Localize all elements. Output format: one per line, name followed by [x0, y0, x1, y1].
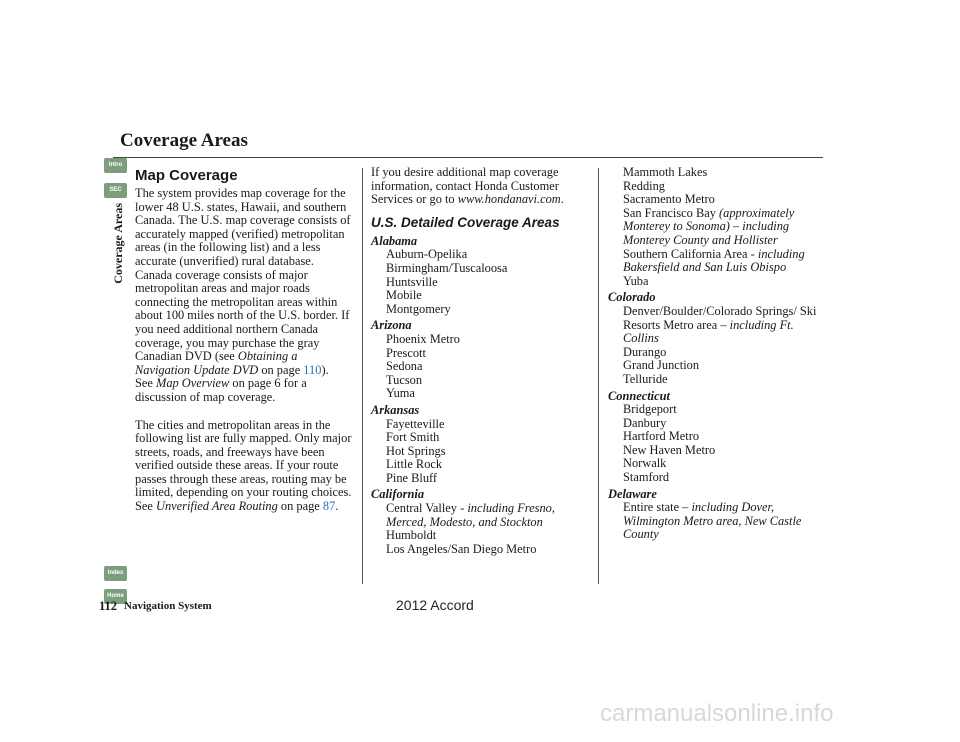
- model-watermark: 2012 Accord: [396, 597, 474, 613]
- list-item: Entire state – including Dover, Wilmington Metro area, New Castle County: [623, 500, 802, 542]
- list-item: Phoenix Metro: [386, 331, 460, 346]
- header-rule: [113, 157, 823, 158]
- additional-info-paragraph: If you desire additional map coverage information, contact Honda Customer Services or go to www.hondanavi.com.: [371, 165, 564, 207]
- list-item: Birmingham/Tuscaloosa: [386, 260, 508, 275]
- list-item: San Francisco Bay (approximately Monterey to Sonoma) – including Monterey County and Hollister: [623, 205, 795, 247]
- map-coverage-paragraph: The system provides map coverage for the lower 48 U.S. states, Hawaii, and southern Canada. The U.S. map coverage consists of accurately mapped (verified) metropolitan areas (in the following list) and a less accurate (unverified) rural database. Canada coverage consists of major metropolitan areas and major roads connecting the metropolitan areas within about 100 miles north of the U.S. border. If you need additional northern Canada coverage, you may purchase the gray Canadian DVD (see Obtaining a Navigation Update DVD on page 110). See Map Overview on page 6 for a discussion of map coverage.: [135, 186, 351, 404]
- ref-unverified-routing: Unverified Area Routing: [156, 499, 278, 514]
- list-item: Hot Springs: [386, 443, 446, 458]
- list-item: Durango: [623, 344, 667, 359]
- ref-obtaining-update: Obtaining a Navigation Update DVD: [135, 349, 298, 377]
- list-item: Southern California Area - including Bakersfield and San Luis Obispo: [623, 246, 805, 275]
- state-delaware: Delaware: [608, 486, 657, 501]
- list-item: New Haven Metro: [623, 442, 716, 457]
- list-item: Telluride: [623, 371, 668, 386]
- list-item: Auburn-Opelika: [386, 247, 468, 262]
- list-item: Central Valley - including Fresno, Merced, Modesto, and Stockton: [386, 501, 555, 529]
- state-california: California: [371, 487, 425, 502]
- intro-button[interactable]: Intro: [104, 158, 127, 173]
- list-item: Yuba: [623, 273, 649, 288]
- list-item: Redding: [623, 178, 665, 193]
- list-item: Mammoth Lakes: [623, 165, 708, 179]
- map-coverage-heading: Map Coverage: [135, 167, 238, 184]
- list-item: Fayetteville: [386, 416, 445, 431]
- list-item: Sacramento Metro: [623, 192, 715, 207]
- list-item: Pine Bluff: [386, 470, 438, 485]
- page-number: 112: [99, 599, 118, 613]
- page-title: Coverage Areas: [120, 130, 248, 151]
- state-arkansas: Arkansas: [371, 402, 420, 417]
- detailed-coverage-heading: U.S. Detailed Coverage Areas: [371, 214, 560, 230]
- list-item: Stamford: [623, 470, 670, 485]
- hondanavi-url: www.hondanavi.com: [457, 192, 561, 207]
- state-alabama: Alabama: [371, 233, 418, 248]
- page-link-87[interactable]: 87: [322, 499, 336, 514]
- list-item: Sedona: [386, 359, 423, 374]
- page-link-110[interactable]: 110: [303, 362, 322, 377]
- list-item: Grand Junction: [623, 358, 700, 373]
- home-button[interactable]: Home: [104, 589, 127, 604]
- side-label-container: [111, 203, 127, 323]
- state-arizona: Arizona: [371, 318, 412, 333]
- state-colorado: Colorado: [608, 290, 656, 305]
- list-item: Montgomery: [386, 301, 451, 316]
- column-coverage-list-1: [371, 166, 593, 556]
- side-section-label: Coverage Areas: [111, 203, 125, 284]
- site-watermark: carmanualsonline.info: [600, 700, 834, 727]
- footer-section: Navigation System: [124, 600, 212, 612]
- list-item: Fort Smith: [386, 430, 440, 445]
- list-item: Los Angeles/San Diego Metro: [386, 541, 537, 556]
- list-item: Norwalk: [623, 456, 667, 471]
- index-button[interactable]: Index: [104, 566, 127, 581]
- list-item: Danbury: [623, 415, 667, 430]
- list-item: Huntsville: [386, 274, 438, 289]
- list-item: Denver/Boulder/Colorado Springs/ Ski Resorts Metro area – including Ft. Collins: [623, 303, 817, 346]
- column-map-coverage: [135, 167, 353, 514]
- ref-map-overview: Map Overview: [156, 376, 230, 391]
- list-item: Yuma: [386, 386, 415, 401]
- list-item: Prescott: [386, 345, 426, 360]
- list-item: Bridgeport: [623, 402, 677, 417]
- fully-mapped-paragraph: The cities and metropolitan areas in the following list are fully mapped. Only major streets, roads, and freeways have been verified outside these areas. If your route passes through these areas, routing may be limited, depending on your routing choices. See Unverified Area Routing on page 87.: [135, 417, 352, 514]
- list-item: Hartford Metro: [623, 429, 700, 444]
- column-coverage-list-2: [608, 166, 830, 542]
- state-connecticut: Connecticut: [608, 388, 670, 403]
- list-item: Humboldt: [386, 528, 437, 543]
- column-divider: [598, 168, 599, 584]
- sec-button[interactable]: SEC: [104, 183, 127, 198]
- list-item: Tucson: [386, 372, 423, 387]
- list-item: Mobile: [386, 288, 422, 303]
- list-item: Little Rock: [386, 457, 443, 472]
- column-divider: [362, 168, 363, 584]
